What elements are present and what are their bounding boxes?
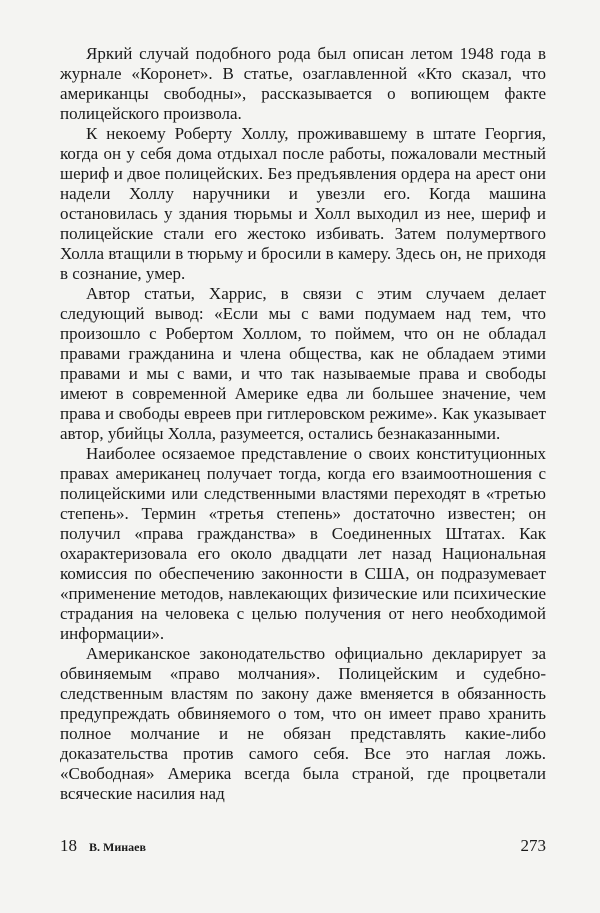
paragraph-3: Автор статьи, Харрис, в связи с этим случаем делает следующий вывод: «Если мы с вами подумаем над тем, что произошло с Робертом Холлом, то поймем, что он не обладал правами гражданина и члена общества, как не обладаем этими правами и мы с вами, и что так называемые права и свободы имеют в современной Америке едва ли большее значение, чем права и свободы евреев при гитлеровском режиме». Как указывает автор, убийцы Холла, разумеется, остались безнаказанными.	[60, 284, 546, 443]
paragraph-2: К некоему Роберту Холлу, проживавшему в штате Георгия, когда он у себя дома отдыхал после работы, пожаловали местный шериф и двое полицейских. Без предъявления ордера на арест они надели Холлу наручники и увезли его. Когда машина остановилась у здания тюрьмы и Холл выходил из нее, шериф и полицейские стали его жестоко избивать. Затем полумертвого Холла втащили в тюрьму и бросили в камеру. Здесь он, не приходя в сознание, умер.	[60, 124, 546, 283]
page-body	[60, 44, 546, 804]
paragraph-5: Американское законодательство официально декларирует за обвиняемым «право молчания». Полицейским и судебно-следственным властям по закону даже вменяется в обязанность предупреждать обвиняемого о том, что он имеет право хранить полное молчание и не обязан представлять какие-либо доказательства против самого себя. Все это наглая ложь. «Свободная» Америка всегда была страной, где процветали всяческие насилия над	[60, 644, 546, 803]
paragraph-1: Яркий случай подобного рода был описан летом 1948 года в журнале «Коронет». В статье, озаглавленной «Кто сказал, что американцы свободны», рассказывается о вопиющем факте полицейского произвола.	[60, 44, 546, 123]
page-number: 273	[520, 836, 546, 855]
page-footer	[60, 836, 546, 856]
signature-author: В. Минаев	[89, 840, 146, 854]
paragraph-4: Наиболее осязаемое представление о своих конституционных правах американец получает тогда, когда его взаимоотношения с полицейскими или следственными властями переходят в «третью степень». Термин «третья степень» достаточно известен; он получил «права гражданства» в Соединенных Штатах. Как охарактеризовала его около двадцати лет назад Национальная комиссия по обеспечению законности в США, он подразумевает «применение методов, навлекающих физические или психические страдания на человека с целью получения от него необходимой информации».	[60, 444, 546, 643]
signature-number: 18	[60, 836, 77, 855]
